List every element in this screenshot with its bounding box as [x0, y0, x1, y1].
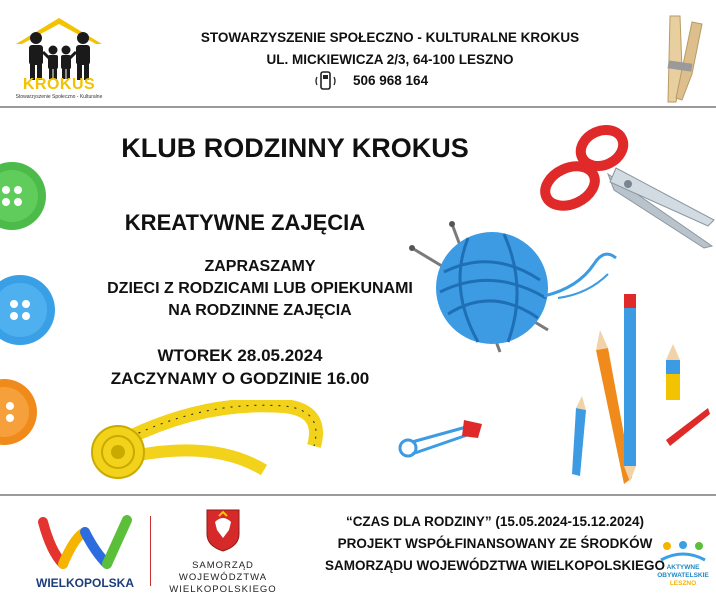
- aktywne-logo: [652, 540, 714, 596]
- org-name: STOWARZYSZENIE SPOŁECZNO - KULTURALNE KROKUS: [200, 30, 580, 45]
- clothespin-icon: [648, 14, 708, 104]
- main-title: KLUB RODZINNY KROKUS: [121, 133, 469, 163]
- family-logo-icon: [12, 12, 106, 84]
- samorzad-line-3: WIELKOPOLSKIEGO: [169, 584, 277, 595]
- aktywne-line-3: LESZNO: [669, 580, 697, 587]
- logo-subtitle: Stowarzyszenie Społeczno - Kulturalne: [15, 94, 103, 100]
- project-line-2: PROJEKT WSPÓŁFINANSOWANY ZE ŚRODKÓW: [337, 536, 653, 551]
- subtitle: KREATYWNE ZAJĘCIA: [124, 210, 366, 235]
- phone-icon: [315, 70, 337, 92]
- footer-vertical-divider: [150, 516, 151, 586]
- event-time: ZACZYNAMY O GODZINIE 16.00: [110, 369, 370, 388]
- invite-line-2: DZIECI Z RODZICAMI LUB OPIEKUNAMI: [107, 280, 413, 297]
- project-line-1: “CZAS DLA RODZINY” (15.05.2024-15.12.2024): [345, 514, 645, 529]
- krokus-logo: [12, 12, 106, 100]
- samorzad-line-2: WOJEWÓDZTWA: [178, 572, 268, 583]
- samorzad-line-1: SAMORZĄD: [192, 560, 254, 571]
- footer-divider: [0, 494, 716, 496]
- event-date: WTOREK 28.05.2024: [157, 346, 323, 365]
- measuring-tape-icon: [84, 400, 334, 490]
- aktywne-people-icon: [659, 540, 707, 562]
- org-address: UL. MICKIEWICZA 2/3, 64-100 LESZNO: [266, 52, 514, 67]
- logo-text: KROKUS: [22, 76, 96, 93]
- wielkopolska-logo: [30, 512, 140, 592]
- project-line-3: SAMORZĄDU WOJEWÓDZTWA WIELKOPOLSKIEGO: [325, 558, 665, 573]
- blue-button-icon: [0, 272, 56, 348]
- green-button-icon: [0, 160, 50, 232]
- invite-line-3: NA RODZINNE ZAJĘCIA: [168, 302, 352, 319]
- safety-pin-icon: [398, 414, 488, 460]
- wielkopolska-w-icon: [35, 512, 135, 572]
- invite-line-1: ZAPRASZAMY: [204, 258, 316, 275]
- wielkopolska-label: WIELKOPOLSKA: [36, 576, 134, 590]
- aktywne-line-2: OBYWATELSKIE: [657, 572, 709, 579]
- header-divider: [0, 106, 716, 108]
- phone-number: 506 968 164: [353, 73, 429, 88]
- phone-row: [315, 70, 475, 92]
- orange-button-icon: [0, 376, 38, 448]
- coat-of-arms-icon: [205, 508, 241, 552]
- pencils-icon: [570, 290, 710, 490]
- aktywne-line-1: AKTYWNE: [666, 564, 700, 571]
- samorzad-logo: [168, 508, 278, 598]
